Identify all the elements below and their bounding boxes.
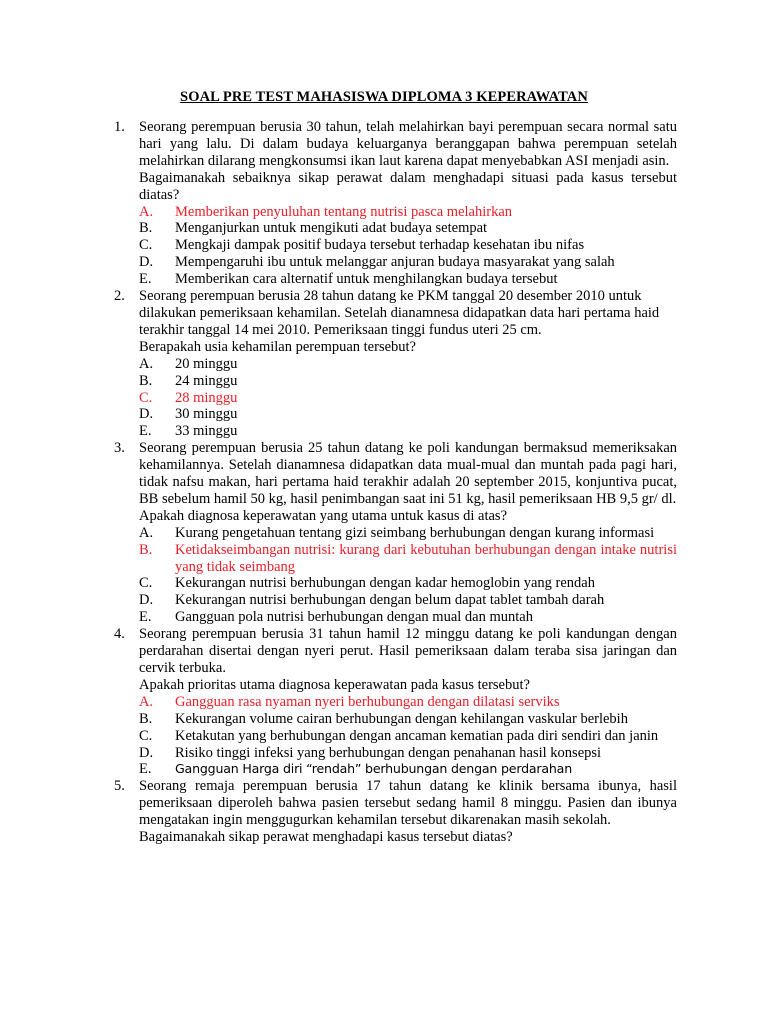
option-text: Memberikan penyuluhan tentang nutrisi pasca melahirkan <box>175 203 513 220</box>
option-d <box>139 745 677 762</box>
option-text: Ketidakseimbangan nutrisi: kurang dari kebutuhan berhubungan dengan intake nutrisi yang tidak seimbang <box>175 541 677 575</box>
option-text: Risiko tinggi infeksi yang berhubungan dengan penahanan hasil konsepsi <box>175 744 602 761</box>
option-a <box>139 356 677 373</box>
question-number: 3. <box>114 440 125 457</box>
question-number: 4. <box>114 626 125 643</box>
option-c <box>139 728 677 745</box>
question-number: 5. <box>114 778 125 795</box>
option-letter: A. <box>139 355 154 372</box>
question-1 <box>112 119 677 288</box>
option-letter: D. <box>139 254 154 271</box>
option-letter: D. <box>139 744 154 761</box>
option-text: Kurang pengetahuan tentang gizi seimbang berhubungan dengan kurang informasi <box>175 524 655 541</box>
option-d <box>139 254 677 271</box>
option-letter: C. <box>139 237 153 254</box>
option-letter: C. <box>139 575 153 592</box>
option-text: 28 minggu <box>175 389 238 406</box>
option-text: Kekurangan nutrisi berhubungan dengan kadar hemoglobin yang rendah <box>175 575 595 592</box>
option-letter: E. <box>139 609 152 626</box>
option-text: Gangguan Harga diri “rendah” berhubungan dengan perdarahan <box>175 761 572 777</box>
option-a-correct <box>139 204 677 221</box>
option-text: Memberikan cara alternatif untuk menghilangkan budaya tersebut <box>175 271 558 288</box>
option-letter: E. <box>139 271 152 288</box>
option-letter: E. <box>139 423 152 440</box>
option-a <box>139 525 677 542</box>
option-letter: C. <box>139 727 153 744</box>
option-letter: B. <box>139 220 153 237</box>
question-number: 2. <box>114 288 125 305</box>
option-letter: B. <box>139 710 153 727</box>
question-5 <box>112 778 677 846</box>
question-list <box>112 119 677 846</box>
question-stem: Seorang perempuan berusia 28 tahun datang ke PKM tanggal 20 desember 2010 untuk dilakukan pemeriksaan kehamilan. Setelah dianamnesa didapatkan data hari pertama haid terakhir tanggal 14 mei 2010. Pemeriksaan tinggi fundus uteri 25 cm. <box>139 288 660 338</box>
option-letter: A. <box>139 203 154 220</box>
option-text: Mengkaji dampak positif budaya tersebut terhadap kesehatan ibu nifas <box>175 237 585 254</box>
question-3 <box>112 440 677 626</box>
option-e <box>139 423 677 440</box>
option-a-correct <box>139 694 677 711</box>
question-stem: Seorang perempuan berusia 25 tahun datang ke poli kandungan bermaksud memeriksakan kehamilannya. Setelah dianamnesa didapatkan data mual-mual dan muntah pada pagi hari, tidak nafsu makan, hari pertama haid terakhir adalah 20 september 2015, konjuntiva pucat, BB sebelum hamil 50 kg, hasil penimbangan saat ini 51 kg, hasil pemeriksaan HB 9,5 gr/ dl. <box>139 440 677 507</box>
option-c <box>139 575 677 592</box>
question-prompt: Bagaimanakah sikap perawat menghadapi kasus tersebut diatas? <box>139 829 513 846</box>
option-text: 33 minggu <box>175 423 238 440</box>
question-prompt: Apakah diagnosa keperawatan yang utama untuk kasus di atas? <box>139 507 508 524</box>
option-text: Mempengaruhi ibu untuk melanggar anjuran budaya masyarakat yang salah <box>175 254 615 271</box>
option-b <box>139 711 677 728</box>
option-b-correct <box>139 542 677 576</box>
option-letter: A. <box>139 693 154 710</box>
option-text: 24 minggu <box>175 372 238 389</box>
question-2 <box>112 288 677 440</box>
option-letter: C. <box>139 389 153 406</box>
option-text: 30 minggu <box>175 406 238 423</box>
option-c-correct <box>139 390 677 407</box>
option-text: Menganjurkan untuk mengikuti adat budaya setempat <box>175 220 488 237</box>
option-text: 20 minggu <box>175 355 238 372</box>
question-stem: Seorang perempuan berusia 31 tahun hamil 12 minggu datang ke poli kandungan dengan perdarahan disertai dengan nyeri perut. Hasil pemeriksaan dalam teraba sisa jaringan dan cervik terbuka. <box>139 626 677 676</box>
question-4 <box>112 626 677 778</box>
option-letter: B. <box>139 541 153 558</box>
question-stem: Seorang perempuan berusia 30 tahun, telah melahirkan bayi perempuan secara normal satu hari yang lalu. Di dalam budaya keluarganya beranggapan bahwa perempuan setelah melahirkan dilarang mengkonsumsi ikan laut karena dapat menyebabkan ASI menjadi asin. <box>139 119 677 169</box>
option-letter: E. <box>139 761 152 778</box>
question-number: 1. <box>114 119 125 135</box>
question-prompt: Berapakah usia kehamilan perempuan tersebut? <box>139 338 416 355</box>
page-title: SOAL PRE TEST MAHASISWA DIPLOMA 3 KEPERAWATAN <box>180 89 588 105</box>
option-text: Gangguan rasa nyaman nyeri berhubungan dengan dilatasi serviks <box>175 693 560 710</box>
option-text: Gangguan pola nutrisi berhubungan dengan mual dan muntah <box>175 609 533 626</box>
option-letter: B. <box>139 372 153 389</box>
option-c <box>139 237 677 254</box>
option-text: Kekurangan nutrisi berhubungan dengan belum dapat tablet tambah darah <box>175 592 605 609</box>
question-prompt: Bagaimanakah sebaiknya sikap perawat dalam menghadapi situasi pada kasus tersebut diatas? <box>139 169 677 203</box>
option-b <box>139 373 677 390</box>
option-d <box>139 406 677 423</box>
option-b <box>139 220 677 237</box>
option-e <box>139 761 677 778</box>
option-text: Ketakutan yang berhubungan dengan ancaman kematian pada diri sendiri dan janin <box>175 727 659 744</box>
option-e <box>139 271 677 288</box>
question-stem: Seorang remaja perempuan berusia 17 tahun datang ke klinik bersama ibunya, hasil pemeriksaan diperoleh bahwa pasien tersebut sedang hamil 8 minggu. Pasien dan ibunya mengatakan ingin menggugurkan kehamilan tersebut dikarenakan masih sekolah. <box>139 778 677 829</box>
option-text: Kekurangan volume cairan berhubungan dengan kehilangan vaskular berlebih <box>175 710 628 727</box>
option-e <box>139 609 677 626</box>
option-letter: D. <box>139 406 154 423</box>
option-letter: A. <box>139 524 154 541</box>
option-d <box>139 592 677 609</box>
option-letter: D. <box>139 592 154 609</box>
question-prompt: Apakah prioritas utama diagnosa keperawatan pada kasus tersebut? <box>139 676 530 693</box>
